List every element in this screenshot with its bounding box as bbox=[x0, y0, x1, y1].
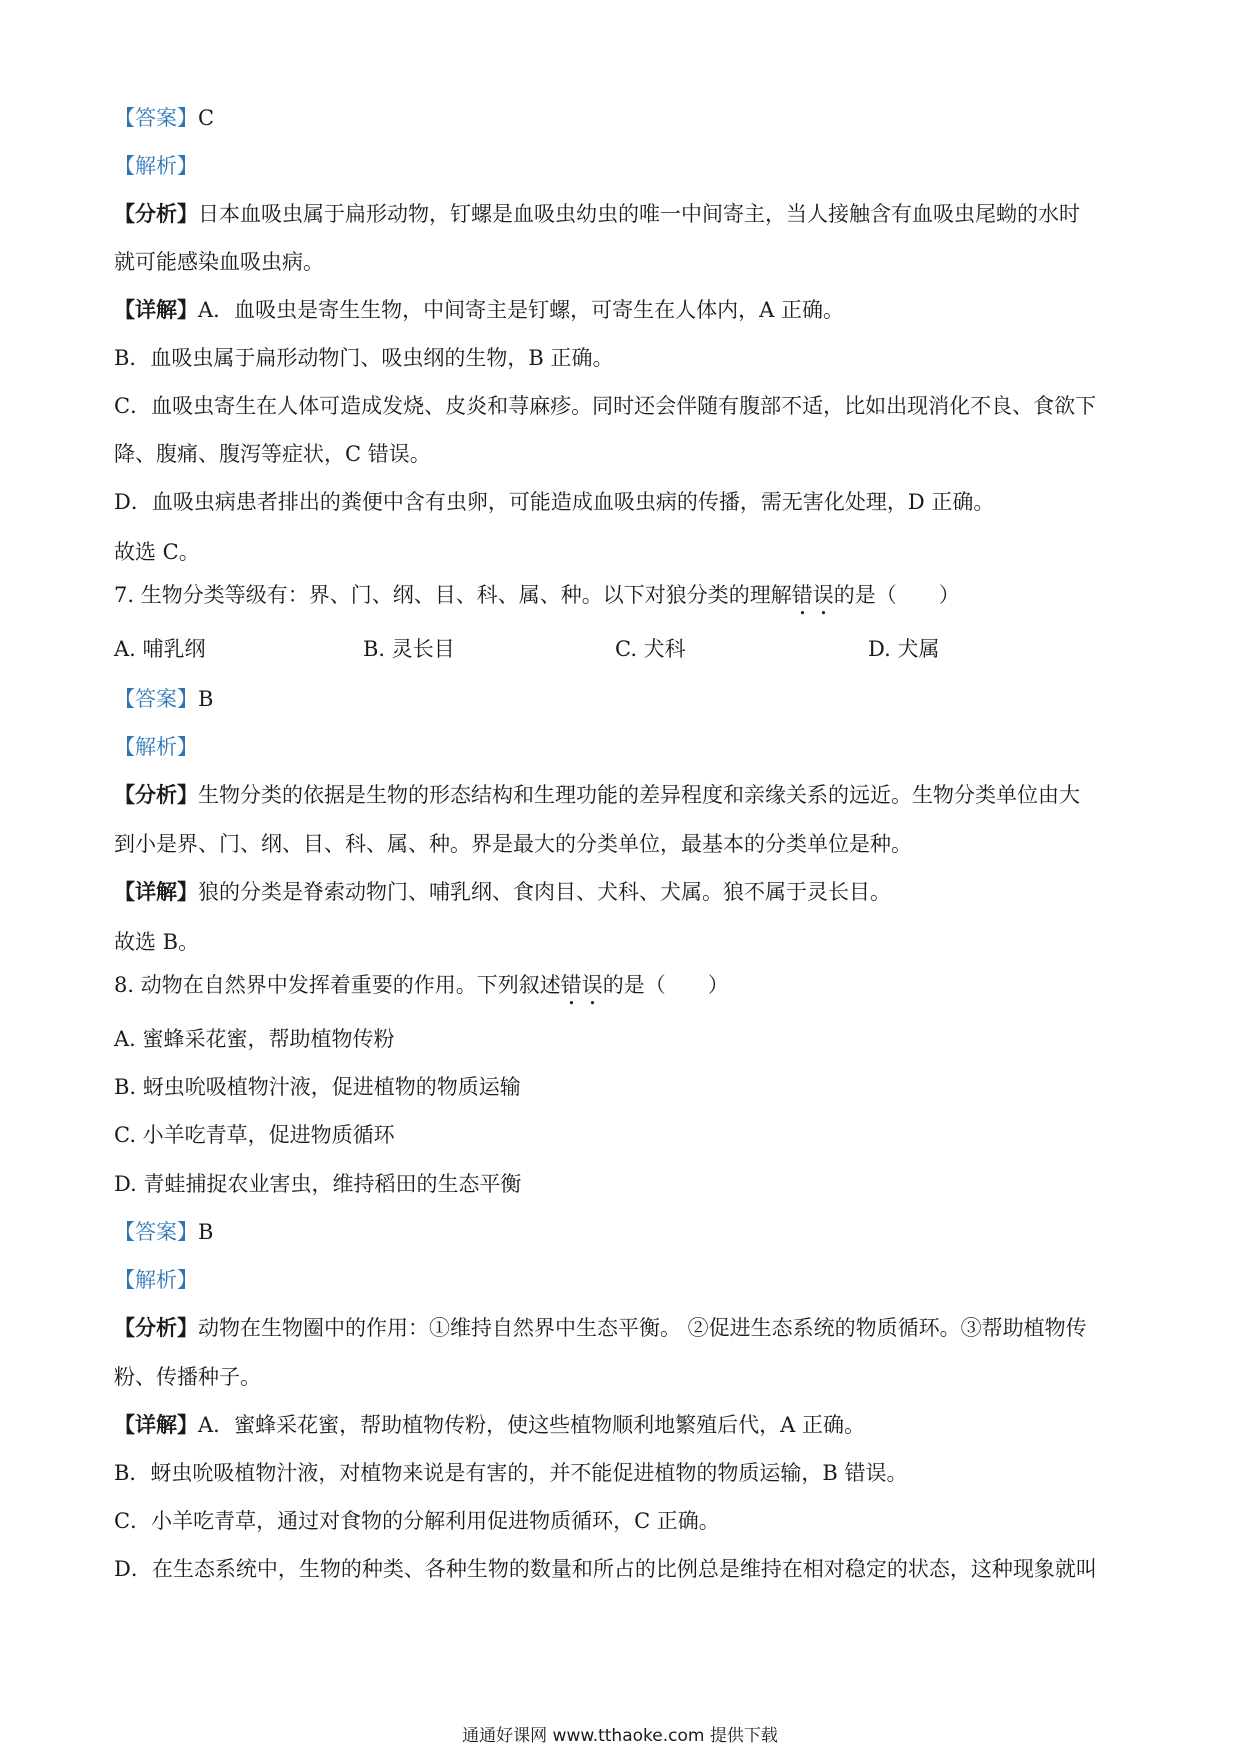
answer-label: 【答案】 bbox=[114, 687, 198, 711]
q8-option-d: D. 青蛙捕捉农业害虫，维持稻田的生态平衡 bbox=[114, 1172, 522, 1196]
q8-detail-a bbox=[114, 1410, 865, 1440]
q8-analysis-label: 【解析】 bbox=[114, 1268, 198, 1292]
xiangjie-label: 【详解】 bbox=[114, 297, 198, 322]
xiangjie-label: 【详解】 bbox=[114, 879, 198, 904]
q6-analysis-label: 【解析】 bbox=[114, 154, 198, 178]
q6-fenxi-line2: 就可能感染血吸虫病。 bbox=[114, 250, 324, 274]
q6-answer bbox=[114, 103, 214, 133]
q7-conclusion: 故选 B。 bbox=[114, 930, 200, 954]
q8-answer bbox=[114, 1217, 213, 1247]
fenxi-text: 日本血吸虫属于扁形动物，钉螺是血吸虫幼虫的唯一中间寄主，当人接触含有血吸虫尾蚴的水时 bbox=[198, 202, 1080, 226]
answer-label: 【答案】 bbox=[114, 106, 198, 130]
detail-text: A．蜜蜂采花蜜，帮助植物传粉，使这些植物顺利地繁殖后代，A 正确。 bbox=[198, 1413, 866, 1437]
answer-value: C bbox=[198, 106, 215, 130]
q8-option-c: C. 小羊吃青草，促进物质循环 bbox=[114, 1123, 395, 1147]
fenxi-label: 【分析】 bbox=[114, 201, 198, 226]
q7-option-d: D. 犬属 bbox=[868, 637, 940, 661]
q8-detail-d: D．在生态系统中，生物的种类、各种生物的数量和所占的比例总是维持在相对稳定的状态，这种现象就叫 bbox=[114, 1557, 1097, 1581]
q7-option-b: B. 灵长目 bbox=[363, 637, 455, 661]
stem-emphasis: 错误 bbox=[560, 973, 603, 997]
q7-option-c: C. 犬科 bbox=[615, 637, 686, 661]
q7-answer bbox=[114, 684, 213, 714]
answer-label: 【答案】 bbox=[114, 1220, 198, 1244]
q8-stem bbox=[114, 970, 729, 1010]
q6-detail-d: D．血吸虫病患者排出的粪便中含有虫卵，可能造成血吸虫病的传播，需无害化处理，D 正确。 bbox=[114, 490, 995, 514]
q7-fenxi-line1 bbox=[114, 780, 1080, 810]
stem-text-end: 的是（ ） bbox=[602, 973, 729, 997]
answer-value: B bbox=[198, 1220, 214, 1244]
stem-text: 8. 动物在自然界中发挥着重要的作用。下列叙述 bbox=[114, 973, 561, 997]
xiangjie-label: 【详解】 bbox=[114, 1412, 198, 1437]
q6-detail-c-line2: 降、腹痛、腹泻等症状，C 错误。 bbox=[114, 442, 431, 466]
q7-option-a: A. 哺乳纲 bbox=[114, 637, 206, 661]
q8-fenxi-line2: 粉、传播种子。 bbox=[114, 1365, 261, 1389]
fenxi-label: 【分析】 bbox=[114, 782, 198, 807]
q8-option-b: B. 蚜虫吮吸植物汁液，促进植物的物质运输 bbox=[114, 1075, 521, 1099]
q6-fenxi-line1 bbox=[114, 199, 1080, 229]
detail-text: 狼的分类是脊索动物门、哺乳纲、食肉目、犬科、犬属。狼不属于灵长目。 bbox=[198, 880, 891, 904]
q8-fenxi-line1 bbox=[114, 1313, 1087, 1343]
q8-option-a: A. 蜜蜂采花蜜，帮助植物传粉 bbox=[114, 1027, 395, 1051]
q7-fenxi-line2: 到小是界、门、纲、目、科、属、种。界是最大的分类单位，最基本的分类单位是种。 bbox=[114, 832, 912, 856]
answer-value: B bbox=[198, 687, 214, 711]
stem-emphasis: 错误 bbox=[791, 583, 834, 607]
q6-detail-a bbox=[114, 295, 844, 325]
q6-detail-c-line1: C．血吸虫寄生在人体可造成发烧、皮炎和荨麻疹。同时还会伴随有腹部不适，比如出现消化不良、食欲下 bbox=[114, 394, 1097, 418]
fenxi-text: 动物在生物圈中的作用：①维持自然界中生态平衡。 ②促进生态系统的物质循环。③帮助植物传 bbox=[198, 1316, 1087, 1340]
q8-detail-b: B．蚜虫吮吸植物汁液，对植物来说是有害的，并不能促进植物的物质运输，B 错误。 bbox=[114, 1461, 908, 1485]
q6-conclusion: 故选 C。 bbox=[114, 540, 200, 564]
detail-text: A．血吸虫是寄生生物，中间寄主是钉螺，可寄生在人体内，A 正确。 bbox=[198, 298, 845, 322]
page-footer: 通通好课网 www.tthaoke.com 提供下载 bbox=[462, 1726, 778, 1746]
stem-text: 7. 生物分类等级有：界、门、纲、目、科、属、种。以下对狼分类的理解 bbox=[114, 583, 792, 607]
fenxi-label: 【分析】 bbox=[114, 1315, 198, 1340]
stem-text-end: 的是（ ） bbox=[833, 583, 960, 607]
q8-detail-c: C．小羊吃青草，通过对食物的分解利用促进物质循环，C 正确。 bbox=[114, 1509, 720, 1533]
q7-detail bbox=[114, 877, 891, 907]
q6-detail-b: B．血吸虫属于扁形动物门、吸虫纲的生物，B 正确。 bbox=[114, 346, 614, 370]
fenxi-text: 生物分类的依据是生物的形态结构和生理功能的差异程度和亲缘关系的远近。生物分类单位由大 bbox=[198, 783, 1080, 807]
q7-stem bbox=[114, 580, 960, 620]
q7-analysis-label: 【解析】 bbox=[114, 735, 198, 759]
